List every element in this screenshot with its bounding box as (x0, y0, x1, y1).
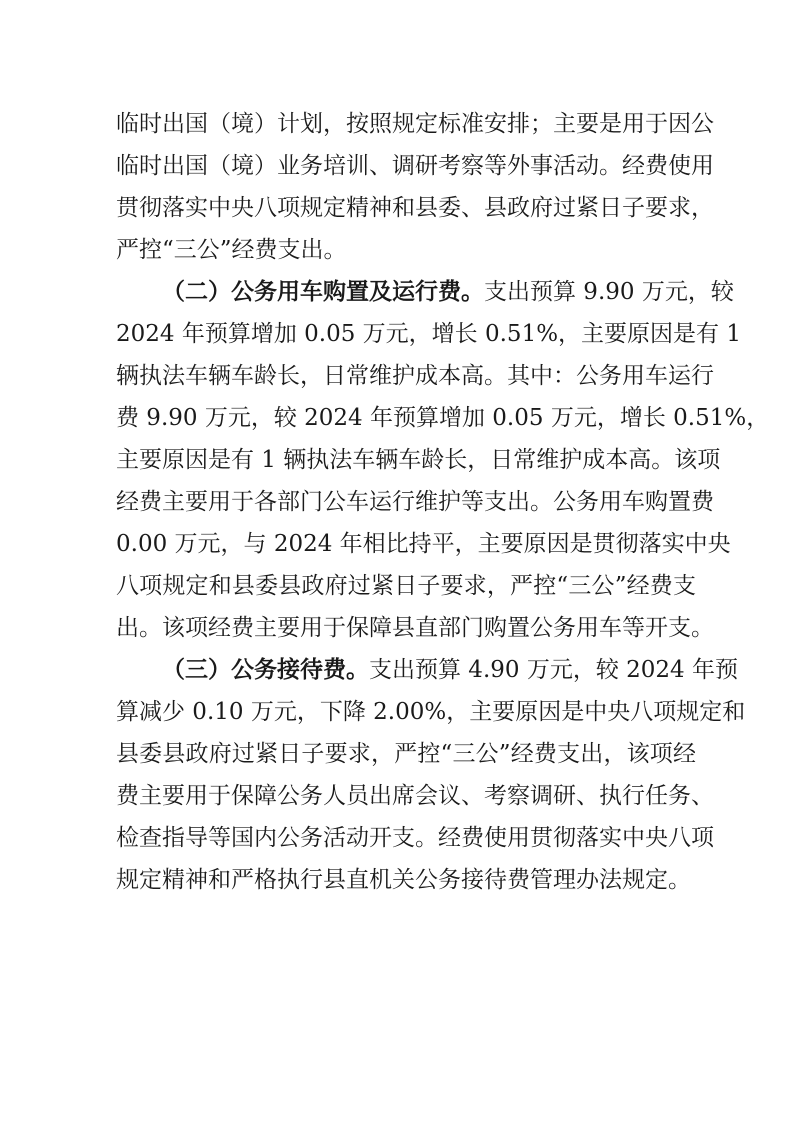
paragraph-2-first-line-text: 支出预算 9.90 万元，较 (484, 279, 734, 305)
paragraph-2-line-7: 0.00 万元，与 2024 年相比持平，主要原因是贯彻落实中央 (116, 531, 731, 557)
section-heading-reception-costs: （三）公务接待费。 (162, 657, 369, 683)
paragraph-3-line-1 (162, 650, 738, 690)
paragraph-2-line-2: 2024 年预算增加 0.05 万元，增长 0.51%，主要原因是有 1 (116, 321, 741, 347)
paragraph-2-line-3: 辆执法车辆车龄长，日常维护成本高。其中：公务用车运行 (116, 363, 714, 389)
paragraph-3-line-4: 费主要用于保障公务人员出席会议、考察调研、执行任务、 (116, 783, 714, 809)
paragraph-2-line-4: 费 9.90 万元，较 2024 年预算增加 0.05 万元，增长 0.51%， (116, 405, 770, 431)
paragraph-3-line-6: 规定精神和严格执行县直机关公务接待费管理办法规定。 (116, 867, 691, 893)
paragraph-2-line-1 (162, 272, 734, 312)
paragraph-3-line-5: 检查指导等国内公务活动开支。经费使用贯彻落实中央八项 (116, 825, 714, 851)
section-heading-vehicle-costs: （二）公务用车购置及运行费。 (162, 279, 484, 305)
paragraph-1-line-4: 严控“三公”经费支出。 (116, 237, 347, 263)
paragraph-3-line-3: 县委县政府过紧日子要求，严控“三公”经费支出，该项经 (116, 741, 696, 767)
paragraph-2-line-9: 出。该项经费主要用于保障县直部门购置公务用车等开支。 (116, 615, 714, 641)
paragraph-2-line-8: 八项规定和县委县政府过紧日子要求，严控“三公”经费支 (116, 573, 696, 599)
paragraph-1-line-3: 贯彻落实中央八项规定精神和县委、县政府过紧日子要求， (116, 195, 714, 221)
paragraph-3-line-2: 算减少 0.10 万元，下降 2.00%，主要原因是中央八项规定和 (116, 699, 746, 725)
paragraph-1-line-2: 临时出国（境）业务培训、调研考察等外事活动。经费使用 (116, 153, 714, 179)
paragraph-2-line-5: 主要原因是有 1 辆执法车辆车龄长，日常维护成本高。该项 (116, 447, 721, 473)
paragraph-3-first-line-text: 支出预算 4.90 万元，较 2024 年预 (369, 657, 738, 683)
paragraph-2-line-6: 经费主要用于各部门公车运行维护等支出。公务用车购置费 (116, 489, 714, 515)
paragraph-1-line-1: 临时出国（境）计划，按照规定标准安排；主要是用于因公 (116, 111, 714, 137)
